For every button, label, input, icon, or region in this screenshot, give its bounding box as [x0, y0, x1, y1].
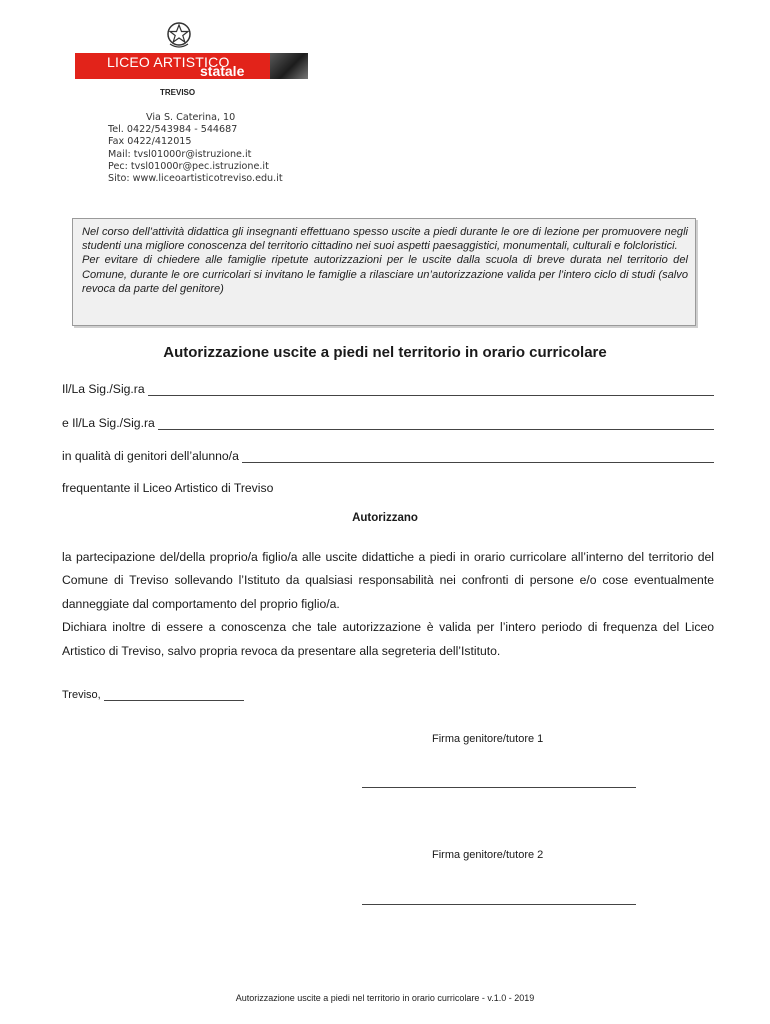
parent1-name-line[interactable]: [148, 385, 714, 396]
notice-text: [82, 225, 688, 296]
attending-school-text: frequentante il Liceo Artistico di Treviso: [62, 481, 274, 495]
logo-school-name: LICEO ARTISTICO: [107, 54, 230, 70]
parent2-name-line[interactable]: [158, 419, 714, 430]
authorization-paragraph-1: la partecipazione del/della proprio/a figlio/a alle uscite didattiche a piedi in orario curricolare all’interno del territorio del Comune di Treviso sollevando l’Istituto da qualsiasi responsabilità nei confronti di persone e/o cose eventualmente danneggiate dal comportamento del proprio figlio/a.: [62, 550, 714, 611]
italian-republic-emblem-icon: [165, 20, 193, 50]
parent2-name-label: e Il/La Sig./Sig.ra: [62, 416, 155, 430]
place-label: Treviso,: [62, 689, 101, 701]
place-date-field[interactable]: [62, 689, 244, 701]
parent2-name-field[interactable]: [62, 416, 714, 430]
logo-city: TREVISO: [160, 88, 196, 97]
school-address-block: [108, 112, 283, 185]
signature-2-label: Firma genitore/tutore 2: [432, 849, 544, 861]
authorization-paragraph-2: Dichiara inoltre di essere a conoscenza che tale autorizzazione è valida per l’intero periodo di frequenza del Liceo Artistico di Treviso, salvo propria revoca da presentare alla segreteria dell’Istituto.: [62, 620, 714, 658]
notice-paragraph-1: Nel corso dell’attività didattica gli insegnanti effettuano spesso uscite a piedi durante le ore di lezione per promuovere negli studenti una migliore conoscenza del territorio cittadino nei suoi aspetti paesaggistici, monumentali, culturali e folcloristici.: [82, 226, 688, 253]
address-website: Sito: www.liceoartisticotreviso.edu.it: [108, 173, 283, 185]
notice-paragraph-2: Per evitare di chiedere alle famiglie ripetute autorizzazioni per le uscite dalla scuola di breve durata nel territorio del Comune, durante le ore curricolari si invitano le famiglie a rilasciare un’autorizzazione valida per l’intero ciclo di studi (salvo revoca da parte del genitore): [82, 254, 688, 295]
student-name-label: in qualità di genitori dell’alunno/a: [62, 449, 239, 463]
address-street: Via S. Caterina, 10: [146, 112, 236, 123]
address-phone: Tel. 0422/543984 - 544687: [108, 124, 238, 136]
signature-1-line[interactable]: [362, 787, 636, 788]
student-name-field[interactable]: [62, 449, 714, 463]
parent1-name-field[interactable]: [62, 382, 714, 396]
logo-eye-image: [270, 53, 308, 79]
authorize-heading: Autorizzano: [352, 512, 418, 524]
logo-school-type: statale: [200, 63, 245, 79]
date-line[interactable]: [104, 691, 244, 701]
signature-2-line[interactable]: [362, 904, 636, 905]
address-mail: Mail: tvsl01000r@istruzione.it: [108, 148, 252, 160]
address-fax: Fax 0422/412015: [108, 136, 192, 148]
student-name-line[interactable]: [242, 452, 714, 463]
form-title: Autorizzazione uscite a piedi nel territorio in orario curricolare: [163, 344, 607, 361]
address-pec: Pec: tvsl01000r@pec.istruzione.it: [108, 160, 269, 172]
signature-1-label: Firma genitore/tutore 1: [432, 733, 544, 745]
parent1-name-label: Il/La Sig./Sig.ra: [62, 382, 145, 396]
authorization-body: [62, 546, 714, 663]
document-footer: Autorizzazione uscite a piedi nel territorio in orario curricolare - v.1.0 - 2019: [235, 993, 535, 1003]
